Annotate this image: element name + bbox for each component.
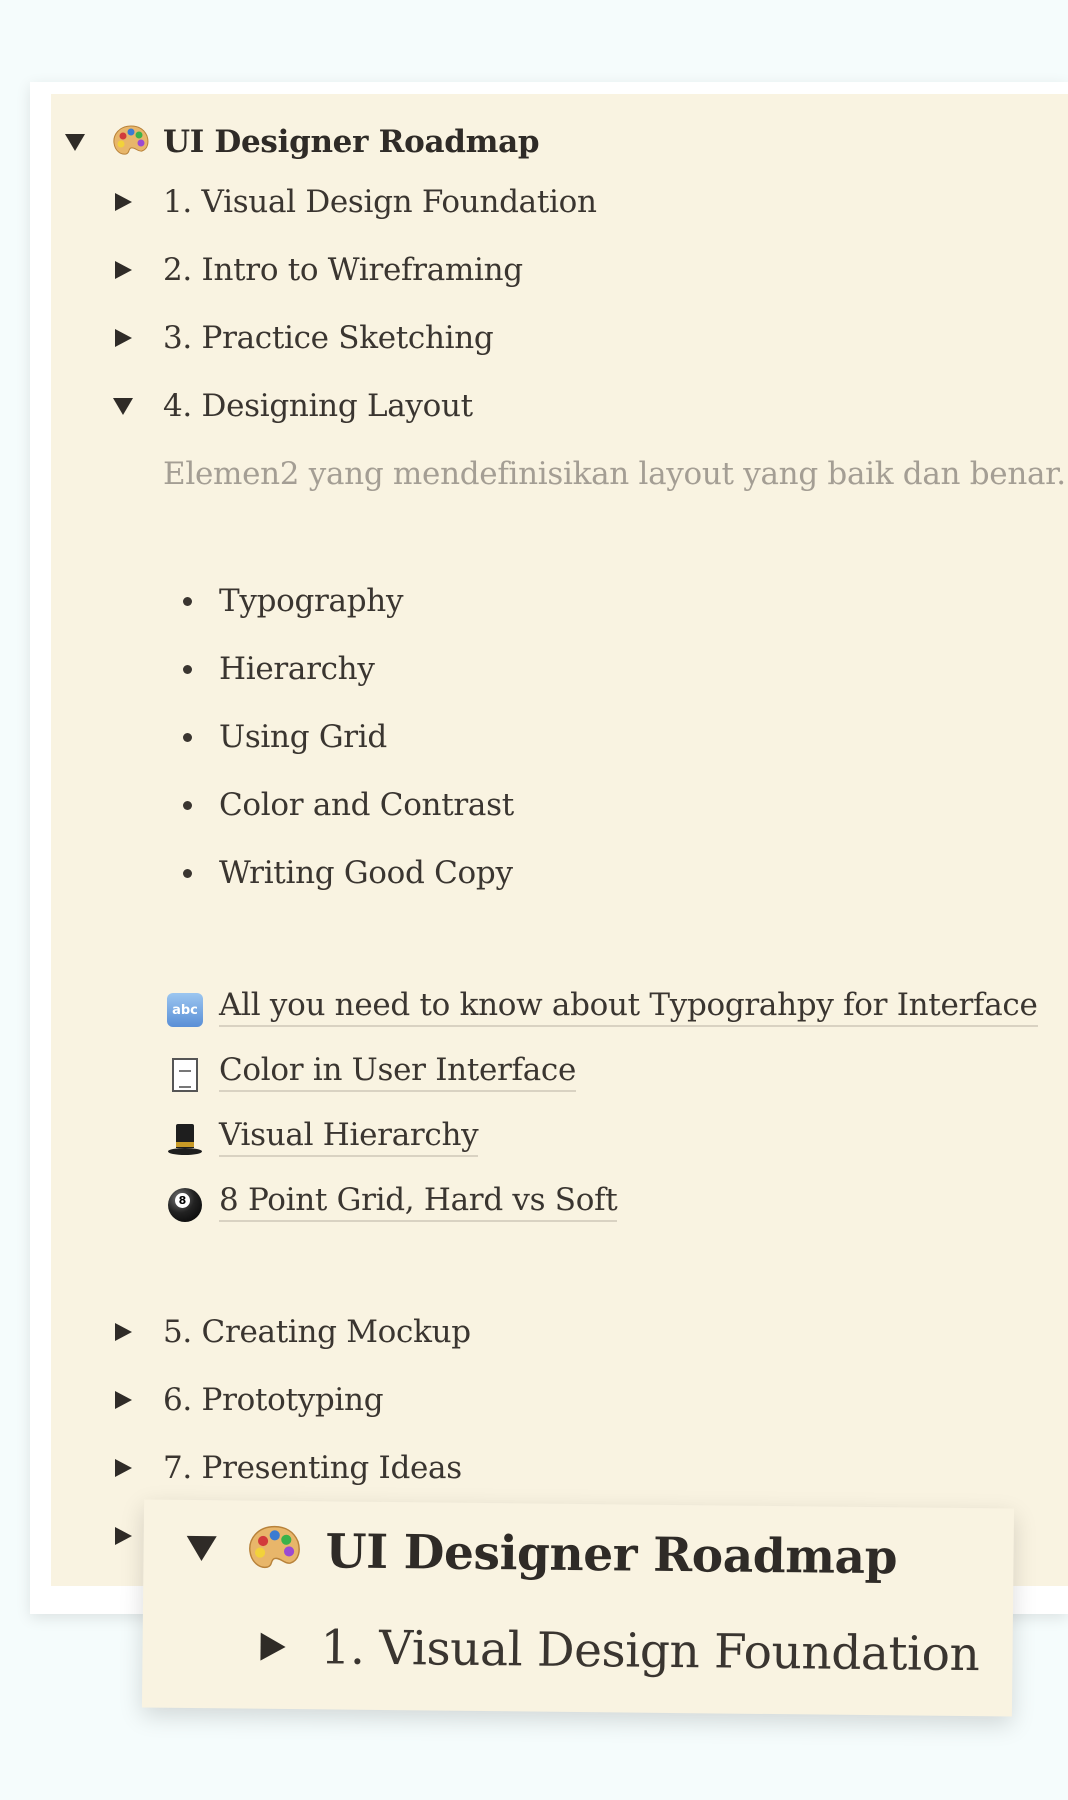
expand-section-8-toggle[interactable] xyxy=(109,1516,137,1556)
link-row-visual-hierarchy xyxy=(219,1117,478,1157)
palette-icon xyxy=(245,1521,304,1580)
section-item-3[interactable]: 3. Practice Sketching xyxy=(163,320,494,356)
section-item-2[interactable]: 2. Intro to Wireframing xyxy=(163,252,523,288)
link-row-typography xyxy=(219,987,1038,1027)
expand-section-3-toggle[interactable] xyxy=(109,318,137,358)
zoom-preview-callout xyxy=(142,1499,1014,1716)
document-icon xyxy=(166,1056,204,1094)
page-link-typography[interactable]: All you need to know about Typograhpy for Interface xyxy=(219,987,1038,1027)
bullet-item-using-grid: Using Grid xyxy=(219,719,387,755)
zoom-roadmap-title: UI Designer Roadmap xyxy=(325,1523,898,1585)
bullet-dot xyxy=(183,801,192,810)
bullet-item-typography: Typography xyxy=(219,583,404,619)
expand-section-7-toggle[interactable] xyxy=(109,1448,137,1488)
caret-down-icon xyxy=(113,398,133,415)
caret-right-icon xyxy=(115,193,132,211)
collapse-roadmap-toggle[interactable] xyxy=(61,122,89,162)
caret-down-icon xyxy=(181,1518,222,1578)
caret-right-icon xyxy=(115,1323,132,1341)
bullet-dot xyxy=(183,733,192,742)
roadmap-toggle-block xyxy=(51,94,1068,1586)
collapse-section-4-toggle[interactable] xyxy=(109,386,137,426)
section-description: Elemen2 yang mendefinisikan layout yang baik dan benar. xyxy=(163,456,1066,492)
bullet-dot xyxy=(183,665,192,674)
abc-icon: abc xyxy=(166,991,204,1029)
section-item-5[interactable]: 5. Creating Mockup xyxy=(163,1314,471,1350)
section-item-4[interactable]: 4. Designing Layout xyxy=(163,388,473,424)
bullet-dot xyxy=(183,597,192,606)
link-row-8pt-grid xyxy=(219,1182,617,1222)
bullet-item-writing-copy: Writing Good Copy xyxy=(219,855,513,891)
caret-right-icon xyxy=(252,1617,293,1677)
expand-section-5-toggle[interactable] xyxy=(109,1312,137,1352)
bullet-dot xyxy=(183,869,192,878)
top-hat-icon xyxy=(166,1121,204,1159)
link-row-color xyxy=(219,1052,576,1092)
page-link-color[interactable]: Color in User Interface xyxy=(219,1052,576,1092)
caret-right-icon xyxy=(115,1527,132,1545)
eight-ball-icon: 8 xyxy=(166,1186,204,1224)
zoom-section-item-1: 1. Visual Design Foundation xyxy=(320,1619,980,1682)
bullet-item-hierarchy: Hierarchy xyxy=(219,651,375,687)
expand-section-6-toggle[interactable] xyxy=(109,1380,137,1420)
section-item-1[interactable]: 1. Visual Design Foundation xyxy=(163,184,597,220)
page-link-visual-hierarchy[interactable]: Visual Hierarchy xyxy=(219,1117,478,1157)
expand-section-2-toggle[interactable] xyxy=(109,250,137,290)
caret-right-icon xyxy=(115,1391,132,1409)
caret-right-icon xyxy=(115,261,132,279)
caret-right-icon xyxy=(115,329,132,347)
section-item-7[interactable]: 7. Presenting Ideas xyxy=(163,1450,462,1486)
bullet-item-color-contrast: Color and Contrast xyxy=(219,787,514,823)
palette-icon xyxy=(111,122,151,162)
roadmap-title[interactable]: UI Designer Roadmap xyxy=(163,124,540,160)
section-item-6[interactable]: 6. Prototyping xyxy=(163,1382,384,1418)
caret-right-icon xyxy=(115,1459,132,1477)
page-link-8pt-grid[interactable]: 8 Point Grid, Hard vs Soft xyxy=(219,1182,617,1222)
expand-section-1-toggle[interactable] xyxy=(109,182,137,222)
caret-down-icon xyxy=(65,134,85,151)
